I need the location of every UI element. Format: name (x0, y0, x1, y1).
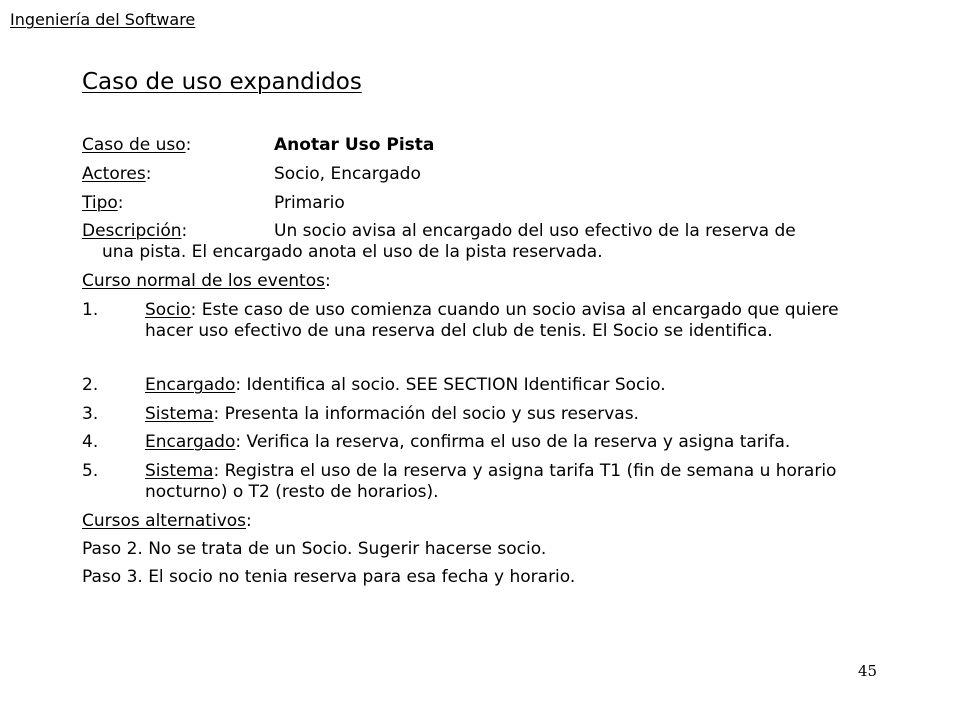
document-header: Ingeniería del Software (10, 10, 196, 29)
step-text: : Este caso de uso comienza cuando un socio avisa al encargado que quiere hacer uso efectivo de una reserva del club de tenis. El Socio se identifica. (145, 300, 839, 341)
step-actor: Encargado (145, 432, 236, 452)
alternative-item: Paso 2. No se trata de un Socio. Sugerir hacerse socio. (82, 539, 547, 559)
field-value: Anotar Uso Pista (274, 135, 435, 155)
step-actor: Sistema (145, 404, 214, 424)
section-label: Cursos alternativos (82, 511, 247, 531)
step-number: 3. (82, 404, 99, 424)
list-item (82, 432, 862, 453)
field-actores: Actores: Socio, Encargado (82, 164, 421, 184)
field-caso-de-uso: Caso de uso: Anotar Uso Pista (82, 135, 435, 155)
step-text: : Registra el uso de la reserva y asigna tarifa T1 (fin de semana u horario nocturno) o T2 (resto de horarios). (145, 461, 837, 502)
field-label: Descripción (82, 221, 182, 241)
field-value: Primario (274, 193, 345, 213)
step-number: 1. (82, 300, 99, 320)
step-actor: Socio (145, 300, 191, 320)
step-number: 4. (82, 432, 99, 452)
step-text: : Identifica al socio. SEE SECTION Identificar Socio. (235, 375, 666, 395)
alternatives-heading: Cursos alternativos: (82, 511, 252, 531)
list-item (82, 375, 862, 396)
field-value: Socio, Encargado (274, 164, 421, 184)
step-number: 2. (82, 375, 99, 395)
step-text: : Presenta la información del socio y sus reservas. (213, 404, 639, 424)
field-label: Caso de uso (82, 135, 186, 155)
field-label: Actores (82, 164, 146, 184)
step-number: 5. (82, 461, 99, 481)
field-tipo: Tipo: Primario (82, 193, 345, 213)
page-title: Caso de uso expandidos (82, 69, 362, 95)
step-text: : Verifica la reserva, confirma el uso de la reserva y asigna tarifa. (235, 432, 791, 452)
step-actor: Encargado (145, 375, 236, 395)
list-item (82, 461, 862, 503)
field-label: Tipo (82, 193, 118, 213)
field-descripcion: Descripción: Un socio avisa al encargado del uso efectivo de la reserva de una pista. El encargado anota el uso de la pista reservada. (82, 221, 862, 263)
section-label: Curso normal de los eventos (82, 271, 325, 291)
list-item (82, 404, 862, 425)
step-actor: Sistema (145, 461, 214, 481)
normal-course-heading: Curso normal de los eventos: (82, 271, 331, 291)
alternative-item: Paso 3. El socio no tenia reserva para esa fecha y horario. (82, 567, 576, 587)
page-number: 45 (858, 662, 878, 680)
field-value-line2: una pista. El encargado anota el uso de la pista reservada. (102, 242, 603, 262)
field-value-line1: Un socio avisa al encargado del uso efectivo de la reserva de (274, 221, 796, 241)
list-item (82, 300, 862, 342)
